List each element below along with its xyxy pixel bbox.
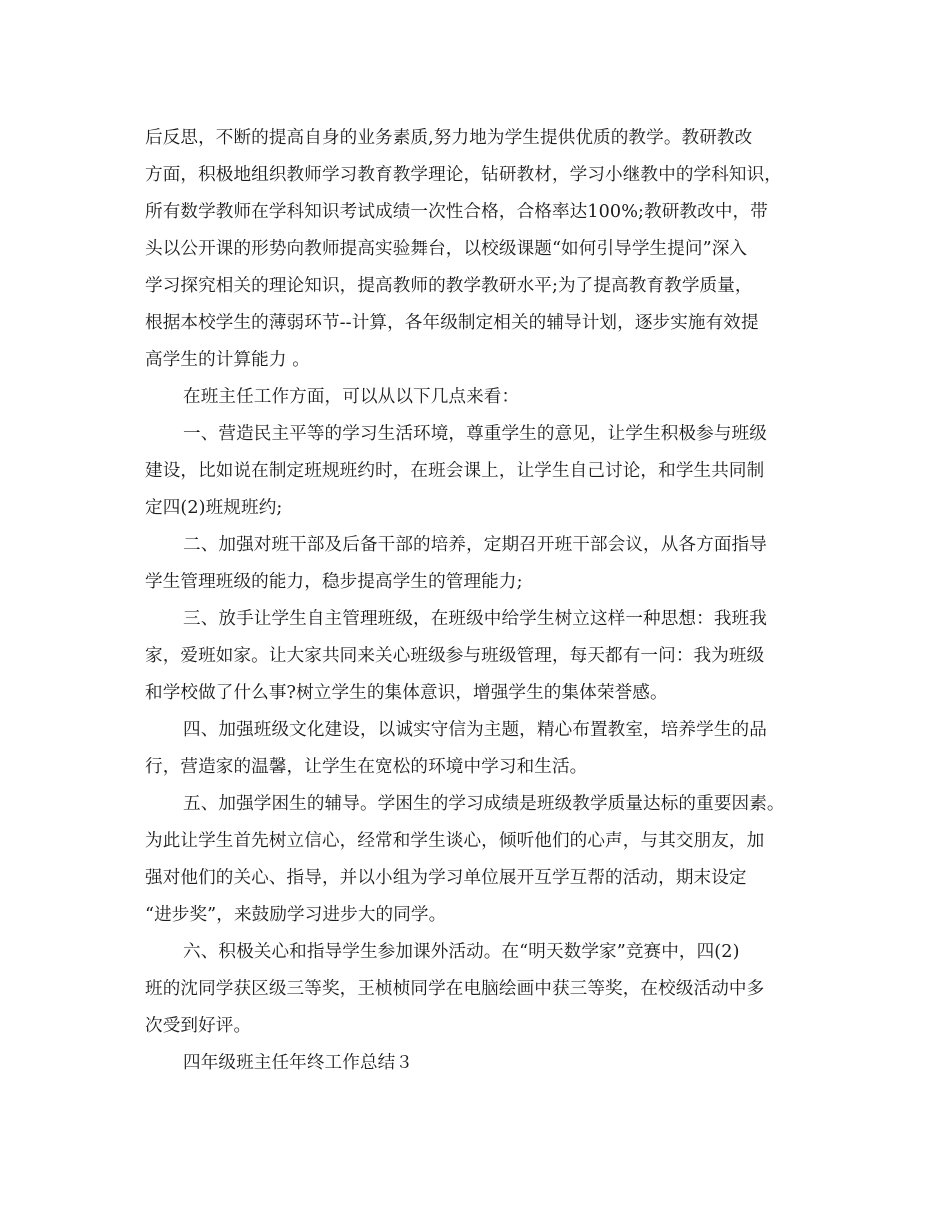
text-line: 行，营造家的温馨，让学生在宽松的环境中学习和生活。: [145, 757, 588, 777]
text-line: 五、加强学困生的辅导。学困生的学习成绩是班级教学质量达标的重要因素。: [183, 794, 785, 814]
text-line: 班的沈同学获区级三等奖，王桢桢同学在电脑绘画中获三等奖，在校级活动中多: [145, 979, 765, 999]
text-line: 方面，积极地组织教师学习教育教学理论，钻研教材，学习小继教中的学科知识，: [145, 165, 782, 185]
text-line: 二、加强对班干部及后备干部的培养，定期召开班干部会议，从各方面指导: [183, 535, 767, 555]
text-line: 所有数学教师在学科知识考试成绩一次性合格，合格率达100%;教研教改中，带: [145, 202, 768, 222]
text-line: 四、加强班级文化建设，以诚实守信为主题，精心布置教室，培养学生的品: [183, 720, 767, 740]
text-line: 三、放手让学生自主管理班级，在班级中给学生树立这样一种思想：我班我: [183, 609, 767, 629]
text-line: 根据本校学生的薄弱环节--计算，各年级制定相关的辅导计划，逐步实施有效提: [145, 313, 759, 333]
text-line: 定四(2)班规班约;: [145, 498, 283, 518]
text-line: 和学校做了什么事?树立学生的集体意识，增强学生的集体荣誉感。: [145, 683, 668, 703]
text-line: 六、积极关心和指导学生参加课外活动。在“明天数学家”竞赛中，四(2): [183, 942, 740, 962]
paragraph-heading: 在班主任工作方面，可以从以下几点来看：: [183, 387, 520, 407]
text-line: 后反思，不断的提高自身的业务素质,努力地为学生提供优质的教学。教研教改: [145, 128, 753, 148]
text-line: 一、营造民主平等的学习生活环境，尊重学生的意见，让学生积极参与班级: [183, 424, 767, 444]
text-line: 学生管理班级的能力，稳步提高学生的管理能力;: [145, 572, 523, 592]
text-line: “进步奖”，来鼓励学习进步大的同学。: [145, 905, 447, 925]
text-line: 学习探究相关的理论知识，提高教师的教学教研水平;为了提高教育教学质量，: [145, 276, 753, 296]
section-title: 四年级班主任年终工作总结３: [183, 1053, 414, 1073]
text-line: 建设，比如说在制定班规班约时，在班会课上，让学生自己讨论，和学生共同制: [145, 461, 765, 481]
text-line: 头以公开课的形势向教师提高实验舞台，以校级课题“如何引导学生提问”深入: [145, 239, 748, 259]
text-line: 强对他们的关心、指导，并以小组为学习单位展开互学互帮的活动，期末设定: [145, 868, 747, 888]
text-line: 次受到好评。: [145, 1016, 252, 1036]
text-line: 家，爱班如家。让大家共同来关心班级参与班级管理，每天都有一问：我为班级: [145, 646, 765, 666]
text-line: 为此让学生首先树立信心，经常和学生谈心，倾听他们的心声，与其交朋友，加: [145, 831, 765, 851]
text-line: 高学生的计算能力 。: [145, 350, 310, 370]
